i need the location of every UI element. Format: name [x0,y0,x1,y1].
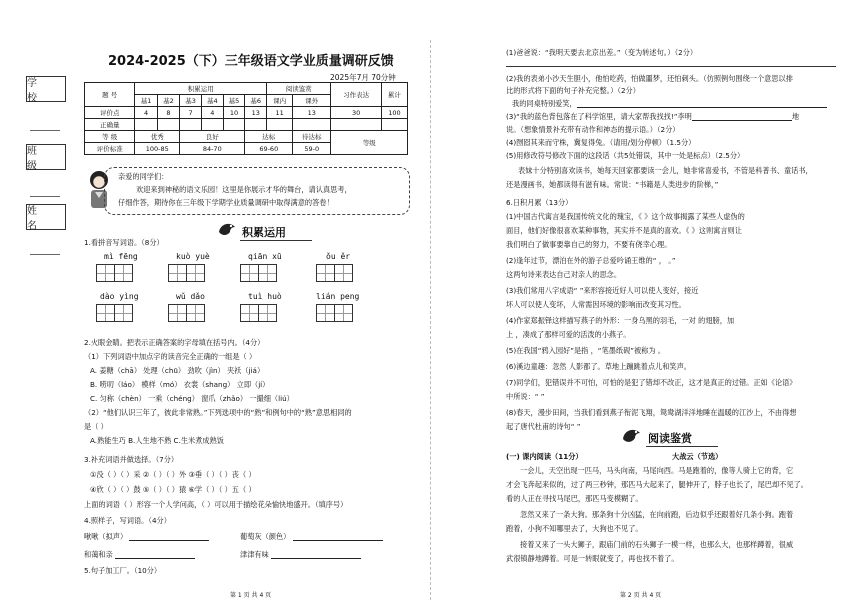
question-3: 3.补充词语并做选择。（7分） [84,455,179,464]
writing-grid[interactable] [316,264,352,282]
writing-grid[interactable] [240,264,276,282]
prompt-text: 我的同桌特别爱笑， [512,99,577,108]
writing-grid[interactable] [240,304,276,322]
question-6-line: (1)中国古代寓言是我国传统文化的瑰宝，《 》这个故事揭露了某些人虚伪的 [506,212,745,221]
cell: 4 [135,107,157,119]
cell: 11 [267,107,293,119]
option-a: A. 姜糖（chā） 处理（chū） 劲吹（jìn） 夹袄（jiá） [90,366,265,375]
cell: 10 [223,107,245,119]
writing-grid[interactable] [96,304,132,322]
question-1: 1.看拼音写词语。（8分） [84,238,164,247]
section-underline [646,446,718,447]
paragraph: 表妹十分特别喜欢读书，她每天回家都要读一会儿，她非常喜爱书，不管是科普书、童话书， [518,166,813,175]
cell[interactable] [381,119,407,131]
question-3-row: 上面的词语（ ）形容一个人学问高，（ ）可以用于描绘花朵愉快地盛开。（填序号） [84,500,348,509]
question-5-2 [512,99,827,108]
cell: 课内 [267,95,293,107]
example-word: 和蔼和亲 [84,550,113,559]
cell: 84-70 [180,143,245,155]
reading-paragraph: 接着又来了一头大狮子，跟庙门前的石头狮子一模一样，也那么大，也那样蹲着，很威 [520,540,794,549]
cell: 达标 [245,131,293,143]
question-6: 6.日积月累（13分） [506,198,573,207]
cell[interactable] [267,119,293,131]
question-5-3: 说。（想象情景补充带有动作和神态的提示语。）（2分） [506,125,680,134]
cell: 良好 [180,131,245,143]
question-2-2-tail: 是（ ） [84,422,108,431]
question-6-line: (2)逢年过节，漂泊在外的游子总爱吟诵王维的“ ， 。” [506,256,676,265]
pinyin-label: lián peng [316,292,360,301]
pinyin-label: dào yìng [100,292,139,301]
question-6-line: 面目，他们好像很喜欢某种事物，其实并不是真的喜欢。《 》这则寓言则让 [506,226,742,235]
page-footer: 第 1 页 共 4 页 [230,592,272,599]
cell: 正确量 [85,119,135,131]
question-6-line: 坏人可以使人变坏，人常需因环境的影响而改变其习性。 [506,300,686,309]
answer-line[interactable] [293,532,383,541]
section-heading: 阅读鉴赏 [648,432,692,445]
reading-paragraph: 跑着，小狗不知哪里去了，大狗也不见了。 [506,524,643,533]
cell: 基5 [223,95,245,107]
cell: 基3 [180,95,202,107]
example-word: 葡萄灰（颜色） [240,532,291,541]
question-6-line: 这两句诗来表达自己对亲人的思念。 [506,270,622,279]
question-4-example [84,532,209,541]
cell: 评价标准 [85,143,135,155]
question-5-2: 比的形式将下面的句子补充完整。）（2分） [506,86,640,95]
writing-grid[interactable] [316,304,352,322]
question-2: 2.火眼金睛。把表示正确答案的字母填在括号内。（4分） [84,338,265,347]
cell: 13 [245,107,267,119]
cell: 基4 [201,95,223,107]
section-underline [240,240,312,241]
cell[interactable] [201,119,223,131]
question-6-line: 起了唐代杜甫的诗句“ ” [506,422,581,431]
reading-paragraph: 一会儿，天空出现一匹马，马头向南，马尾向西。马是跑着的，像等人骑上它的背，它 [520,466,794,475]
question-4-example [84,550,195,559]
prompt-text: (3)“我的蓝色背包落在了科学馆里，请大家帮我找找!”李明 [506,112,692,121]
cell: 阅读鉴赏 [267,83,331,95]
cell: 课外 [293,95,331,107]
option-b: B. 唠叨（láo） 模样（mó） 衣裳（shang） 立即（jí） [90,380,270,389]
cell: 习作表达 [331,83,381,107]
cell[interactable] [331,119,381,131]
question-6-line: (3)我们常用八字成语“ ”来形容接近好人可以使人变好，接近 [506,286,699,295]
answer-line[interactable] [271,550,361,559]
exam-info: 2025年7月 70分钟 [330,73,396,82]
question-6-line: (4)作家郑振铎这样描写燕子的外形：一身乌黑的羽毛，一对 的翅膀，加 [506,316,735,325]
greeting-title: 亲爱的同学们： [118,172,169,181]
bird-icon [620,424,644,446]
question-2-1: （1）下列词语中加点字的读音完全正确的一组是（ ） [84,352,257,361]
page-footer: 第 2 页 共 4 页 [620,592,662,599]
cell: 100 [381,107,407,119]
pinyin-label: qiān xū [248,252,282,261]
page-title: 2024-2025（下）三年级语文学业质量调研反馈 [108,54,394,69]
question-2-2-options: A.熟能生巧 B.人生地不熟 C.生米煮成熟饭 [90,436,224,445]
question-5-4: (4)囫囵其来而守株，冀复得兔。（请用/划分停顿）（1.5分） [506,138,696,147]
answer-line[interactable] [692,112,792,121]
page-divider [430,40,431,600]
cell: 基6 [245,95,267,107]
cell: 基2 [157,95,179,107]
cell: 待达标 [293,131,331,143]
cell: 基1 [135,95,157,107]
cell: 30 [331,107,381,119]
answer-line[interactable] [129,532,209,541]
paragraph: 还是漫画书，她都读得有滋有味。常说：“书籍是人类进步的阶梯，” [506,180,719,189]
answer-line[interactable] [115,550,195,559]
cell: 59-0 [293,143,331,155]
question-4-example [240,550,361,559]
cell: 4 [201,107,223,119]
bird-icon [216,218,238,240]
question-3-row: ①没（ ）（ ）采 ②（ ）（ ）外 ③垂（ ）（ ）丧（ ） [90,470,256,479]
cell: 等 级 [85,131,135,143]
reading-heading: (一) 课内阅读（11分） [506,452,583,461]
cell[interactable] [293,119,331,131]
cell[interactable] [223,119,245,131]
cell: 100-85 [135,143,180,155]
cell[interactable] [180,119,202,131]
question-2-2: （2）“他们认识三年了，彼此非常熟。”下列选项中的“熟”和例句中的“熟”意思相同的 [84,408,352,417]
question-5-2: (2)我的表弟小沙天生胆小，他怕吃药，怕做噩梦，还怕刺头。（仿照例句围绕一个意思以排 [506,74,793,83]
writing-grid[interactable] [168,264,204,282]
question-6-line: 上 ，凑成了那样可爱的活泼的小燕子。 [506,330,631,339]
reading-paragraph: 武很镇静地蹲着。可是一转眼就变了，再也找不着了。 [506,554,679,563]
writing-grid[interactable] [168,304,204,322]
question-6-line: 我们明白了做事要靠自己的努力，不要有侥幸心理。 [506,240,672,249]
question-6-line: (8)春天，漫步田间，当我们看到燕子衔泥飞翔，鸳鸯湖洋洋地睡在温暖的江沙上，不由得想 [506,408,797,417]
reading-paragraph: 才会飞奔起来似的，过了两三秒钟，那匹马大起来了，腿伸开了，脖子也长了，尾巴却不见了。 [506,480,808,489]
greeting-line: 仔细作答，期待你在三年级下学期学业质量调研中取得满意的答卷！ [118,198,334,207]
pinyin-label: mì fēng [104,252,138,261]
example-word: 啾啾（拟声） [84,532,128,541]
pinyin-label: ǒu ěr [326,252,351,261]
cell: 等级 [331,131,408,155]
question-6-line: (7)同学们，犯错误并不可怕，可怕的是犯了错却不改正，这才是真正的过错。正如《论语》 [506,378,797,387]
pinyin-label: wǔ dǎo [176,292,205,301]
name-line[interactable] [30,254,60,255]
writing-grid[interactable] [96,264,132,282]
cell: 题 号 [85,83,135,107]
name-box: 姓 名 [26,204,66,230]
school-box: 学 校 [26,76,66,102]
school-line[interactable] [30,130,60,131]
answer-line[interactable] [506,66,836,67]
class-box: 班 级 [26,144,66,170]
question-5-1: (1)爸爸说：“我明天要去北京出差。”（变为转述句。）（2分） [506,48,698,57]
option-c: C. 匀称（chèn） 一乘（chéng） 窗爪（zhǎo） 一撮细（liú） [90,394,294,403]
question-5-5: (5)用修改符号修改下面的这段话（共5处错误，其中一处是标点）（2.5分） [506,151,745,160]
cell: 13 [293,107,331,119]
score-table [84,82,408,155]
cell: 69-60 [245,143,293,155]
cell: 7 [180,107,202,119]
cell: 优秀 [135,131,180,143]
cell: 评价点 [85,107,135,119]
class-line[interactable] [30,196,60,197]
question-5: 5.句子加工厂。（10分） [84,566,162,575]
cell: 积累运用 [135,83,267,95]
prompt-text: 地 [791,112,800,121]
cell: 8 [157,107,179,119]
reading-paragraph: 忽然又来了一条大狗。那条狗十分凶猛，在向前跑，后边似乎还跟着好几条小狗。跑着 [520,510,794,519]
cell[interactable] [135,119,157,131]
question-6-line: (5)在我国“鸦入园好”是指 ，“笔墨纸砚”被称为 。 [506,346,666,355]
cell: 累计 [381,83,407,107]
question-5-3 [506,112,799,121]
pinyin-label: tuì huò [248,292,282,301]
question-6-line: (6)溪边童趣：忽然 人影都了。草地上蹦跳着点儿和笑声。 [506,362,691,371]
cell[interactable] [157,119,179,131]
answer-line[interactable] [577,99,827,108]
question-4: 4.照样子，写词语。（4分） [84,516,171,525]
question-6-line: 中所说：“ ” [506,392,545,401]
question-3-row: ④欣（ ）（ ）鼓 ⑤（ ）（ ）猿 ⑥学（ ）（ ）五（ ） [90,485,256,494]
example-word: 津津有味 [240,550,269,559]
reading-source: 大战云（节选） [672,452,723,461]
greeting-line: 欢迎来到神秘的语文乐园！这里是你展示才华的舞台，请认真思考， [136,185,352,194]
reading-paragraph: 看的人正在寻找马尾巴，那匹马变模糊了。 [506,494,643,503]
section-heading: 积累运用 [242,226,286,239]
cell[interactable] [245,119,267,131]
question-4-example [240,532,383,541]
pinyin-label: kuò yuè [176,252,210,261]
